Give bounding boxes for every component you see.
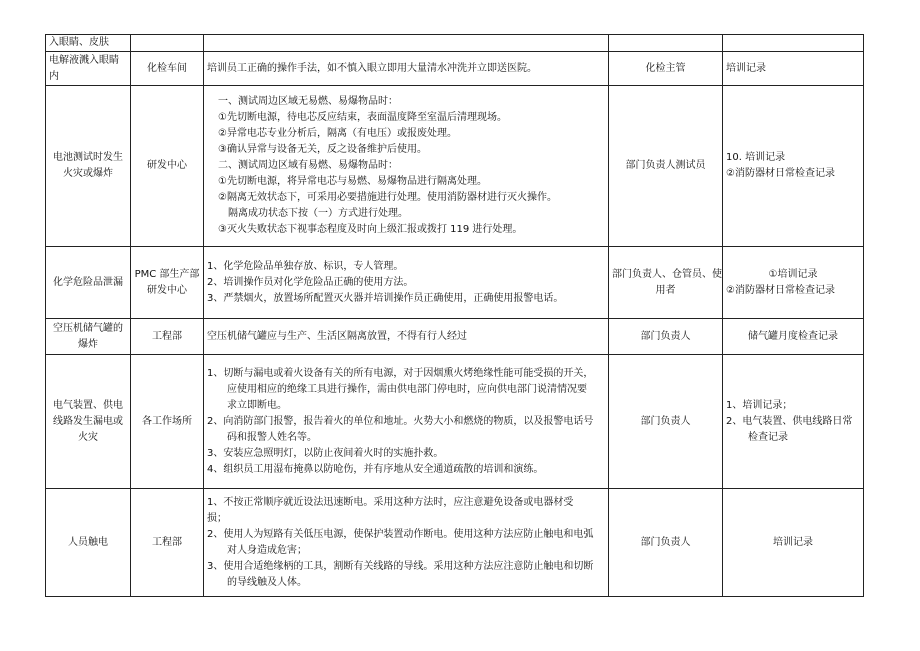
record-line: 2、电气装置、供电线路日常 <box>726 415 853 427</box>
dept-cell: 研发中心 <box>131 86 204 247</box>
measure-line: 3、使用合适绝缘柄的工具，割断有关线路的导线。采用这种方法应注意防止触电和切断 <box>207 560 594 572</box>
dept-cell: 化检车间 <box>131 52 204 86</box>
table-row <box>46 355 864 489</box>
table-row <box>46 86 864 247</box>
measure-line: ③灭火失败状态下视事态程度及时向上级汇报或拨打 119 进行处理。 <box>218 224 523 235</box>
hazard-cell <box>46 86 131 247</box>
measure-line: 培训员工正确的操作手法，如不慎入眼立即用大量清水冲洗并立即送医院。 <box>207 62 537 74</box>
responsible-cell: 部门负责人测试员 <box>609 86 723 247</box>
record-line: 储气罐月度检查记录 <box>748 330 838 342</box>
responsible-cell <box>609 247 723 319</box>
measure-line: ②异常电芯专业分析后，隔离（有电压）或报废处理。 <box>218 128 457 139</box>
emergency-measures-table <box>45 34 864 597</box>
responsible-cell: 部门负责人 <box>609 319 723 355</box>
hazard-text: 爆炸 <box>78 338 98 350</box>
responsible-cell: 化检主管 <box>609 52 723 86</box>
hazard-text: 线路发生漏电或 <box>53 415 123 427</box>
record-line: ②消防器材日常检查记录 <box>726 284 835 296</box>
measures-cell <box>204 489 609 597</box>
hazard-cell <box>46 489 131 597</box>
measure-line: 3、安装应急照明灯，以防止夜间着火时的实施扑救。 <box>207 447 444 459</box>
records-cell <box>723 247 864 319</box>
measure-line: 空压机储气罐应与生产、生活区隔离放置，不得有行人经过 <box>207 330 467 342</box>
measure-line: 3、严禁烟火，放置场所配置灭火器并培训操作员正确使用，正确使用报警电话。 <box>207 292 564 304</box>
measures-cell <box>204 319 609 355</box>
dept-cell: 工程部 <box>131 489 204 597</box>
records-cell <box>723 319 864 355</box>
measure-line: ①先切断电源，待电芯反应结束，表面温度降至室温后清理现场。 <box>218 112 507 123</box>
measure-line: 的导线触及人体。 <box>227 576 307 588</box>
measure-line: 2、培训操作员对化学危险品正确的使用方法。 <box>207 276 414 288</box>
responsible-text: 用者 <box>655 284 676 296</box>
measure-line: ①先切断电源，将异常电芯与易燃、易爆物品进行隔离处理。 <box>218 176 487 187</box>
hazard-cell <box>46 319 131 355</box>
measures-cell <box>204 86 609 247</box>
hazard-text: 入眼睛、皮肤 <box>49 37 109 48</box>
hazard-cell <box>46 247 131 319</box>
records-cell <box>723 355 864 489</box>
hazard-text: 化学危险品泄漏 <box>53 276 123 288</box>
measure-line: 对人身造成危害； <box>227 544 307 556</box>
responsible-cell: 部门负责人 <box>609 489 723 597</box>
measures-cell <box>204 355 609 489</box>
measure-line: 码和报警人姓名等。 <box>227 431 317 443</box>
measure-line: 一、测试周边区域无易燃、易爆物品时： <box>218 96 398 107</box>
record-line: 1、培训记录； <box>726 399 793 411</box>
responsible-cell: 部门负责人 <box>609 355 723 489</box>
hazard-cell <box>46 35 131 52</box>
measure-line: 2、使用人为短路有关低压电源，使保护装置动作断电。使用这种方法应防止触电和电弧 <box>207 528 594 540</box>
responsible-cell <box>609 35 723 52</box>
hazard-text: 电池测试时发生 <box>53 152 123 163</box>
record-line: 检查记录 <box>748 431 788 443</box>
measure-line: 1、不按正常顺序就近设法迅速断电。采用这种方法时，应注意避免设备或电器材受 <box>207 496 574 508</box>
hazard-text: 内 <box>49 70 59 82</box>
hazard-text: 火灾 <box>78 431 98 443</box>
records-cell <box>723 35 864 52</box>
dept-cell <box>131 247 204 319</box>
measure-line: 1、化学危险品单独存放、标识，专人管理。 <box>207 260 404 272</box>
hazard-text: 火灾或爆炸 <box>63 168 113 179</box>
measure-line: 应使用相应的绝缘工具进行操作，需由供电部门停电时，应向供电部门说清情况要 <box>227 383 587 395</box>
measure-line: ②隔离无效状态下，可采用必要措施进行处理。使用消防器材进行灭火操作。 <box>218 192 557 203</box>
measure-line: 损； <box>207 512 227 524</box>
dept-cell <box>131 35 204 52</box>
measures-cell <box>204 247 609 319</box>
table-row <box>46 52 864 86</box>
record-line: 培训记录 <box>726 62 766 74</box>
hazard-text: 空压机储气罐的 <box>53 322 123 334</box>
hazard-text: 电气装置、供电 <box>53 399 123 411</box>
record-line: ①培训记录 <box>768 268 818 280</box>
dept-text: 研发中心 <box>147 284 187 296</box>
hazard-text: 电解液溅入眼睛 <box>49 54 119 66</box>
table-row <box>46 319 864 355</box>
table-row <box>46 489 864 597</box>
dept-text: PMC 部生产部 <box>134 268 200 280</box>
hazard-cell <box>46 355 131 489</box>
measure-line: 隔离成功状态下按（一）方式进行处理。 <box>228 208 408 219</box>
record-line: 10. 培训记录 <box>726 152 786 163</box>
dept-cell: 各工作场所 <box>131 355 204 489</box>
record-line: 培训记录 <box>773 536 813 548</box>
records-cell <box>723 86 864 247</box>
hazard-text: 人员触电 <box>68 536 108 548</box>
measure-line: 求立即断电。 <box>227 399 287 411</box>
records-cell <box>723 52 864 86</box>
table-row <box>46 35 864 52</box>
measures-cell <box>204 35 609 52</box>
records-cell <box>723 489 864 597</box>
responsible-text: 部门负责人、仓管员、使 <box>612 268 722 280</box>
measure-line: 4、组织员工用湿布掩鼻以防呛伤，并有序地从安全通道疏散的培训和演练。 <box>207 463 544 475</box>
measure-line: 1、切断与漏电或着火设备有关的所有电源，对于因烟熏火烤绝缘性能可能受损的开关， <box>207 367 594 379</box>
measure-line: ③确认异常与设备无关，反之设备维护后使用。 <box>218 144 427 155</box>
table-row <box>46 247 864 319</box>
dept-cell: 工程部 <box>131 319 204 355</box>
hazard-cell <box>46 52 131 86</box>
measures-cell <box>204 52 609 86</box>
measure-line: 2、向消防部门报警，报告着火的单位和地址。火势大小和燃烧的物质，以及报警电话号 <box>207 415 594 427</box>
record-line: ②消防器材日常检查记录 <box>726 168 835 179</box>
measure-line: 二、测试周边区域有易燃、易爆物品时： <box>218 160 398 171</box>
